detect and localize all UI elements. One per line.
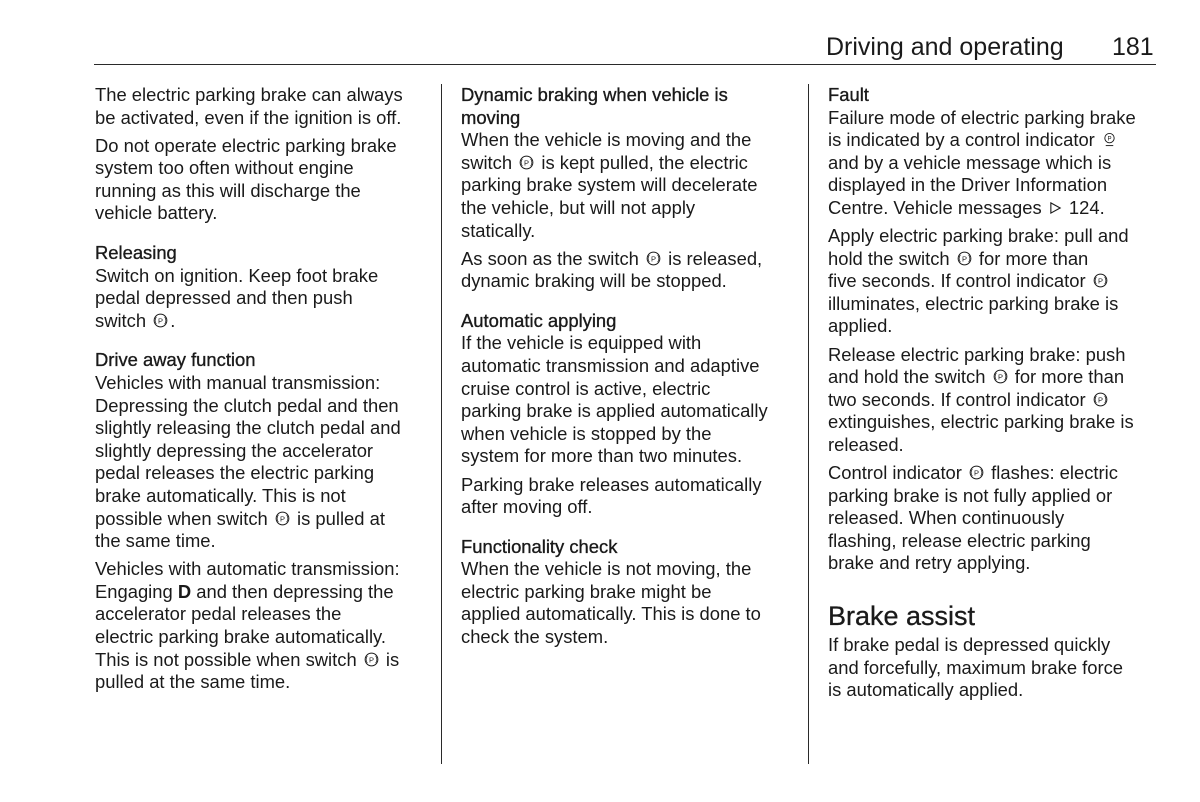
text-line: slightly depressing the accelerator <box>95 439 374 461</box>
text-span: switch <box>95 309 147 331</box>
text-line: and by a vehicle message which is <box>828 151 1112 173</box>
text-line: pedal releases the electric parking <box>95 462 375 484</box>
parking-brake-icon <box>1093 273 1108 288</box>
text-line: system too often without engine <box>95 157 354 179</box>
text-line: The electric parking brake can always <box>95 84 403 105</box>
section-heading-drive-away: Drive away function <box>95 349 256 371</box>
text-line: released. When continuously <box>828 507 1065 529</box>
page-section-title: Driving and operating <box>826 33 1064 61</box>
header-rule <box>94 64 1156 65</box>
text-line: dynamic braking will be stopped. <box>461 270 727 292</box>
parking-brake-icon <box>364 652 379 667</box>
text-line: brake automatically. This is not <box>95 485 346 506</box>
section-heading-dynamic-braking: moving <box>461 106 521 128</box>
text-line: Vehicles with manual transmission: <box>95 372 381 394</box>
column-divider <box>808 84 809 764</box>
text-line: Vehicles with automatic transmission: <box>95 558 400 580</box>
text-span: hold the switch <box>828 247 950 269</box>
text-line: Release electric parking brake: push <box>828 343 1126 365</box>
gear-position-d: D <box>177 580 192 602</box>
svg-text:P: P <box>524 158 530 168</box>
text-line: parking brake is not fully applied or <box>828 484 1113 506</box>
text-line: the same time. <box>95 530 216 552</box>
svg-text:P: P <box>650 253 657 263</box>
parking-brake-icon <box>519 155 534 170</box>
text-span: five seconds. If control indicator <box>828 270 1086 292</box>
text-line <box>461 152 796 175</box>
text-line <box>95 508 430 531</box>
page-number: 181 <box>1112 33 1154 61</box>
text-line: when vehicle is stopped by the <box>461 422 712 444</box>
paragraph <box>95 135 430 225</box>
text-line: accelerator pedal releases the <box>95 603 342 625</box>
text-line: parking brake is applied automatically <box>461 400 768 422</box>
parking-brake-icon <box>957 251 972 266</box>
text-line: displayed in the Driver Information <box>828 174 1108 196</box>
svg-text:P: P <box>368 654 374 664</box>
text-line: pulled at the same time. <box>95 671 291 693</box>
text-line <box>95 310 430 333</box>
text-line <box>828 129 1163 152</box>
text-span: Control indicator <box>828 462 962 483</box>
text-span: and hold the switch <box>828 366 986 388</box>
text-line: When the vehicle is not moving, the <box>461 558 752 580</box>
column-middle <box>461 84 796 649</box>
text-span: is pulled at <box>297 507 385 529</box>
svg-text:P: P <box>1107 135 1112 143</box>
text-line: Parking brake releases automatically <box>461 473 762 495</box>
text-span: Engaging <box>95 580 173 602</box>
parking-brake-icon <box>153 313 168 328</box>
text-span: possible when switch <box>95 507 268 529</box>
text-line: Do not operate electric parking brake <box>95 134 397 156</box>
text-line: and forcefully, maximum brake force <box>828 656 1124 678</box>
text-line: Failure mode of electric parking brake <box>828 106 1136 128</box>
column-left <box>95 84 430 694</box>
text-span: is kept pulled, the electric <box>541 151 748 173</box>
text-span: switch <box>461 151 513 173</box>
text-line: applied automatically. This is done to <box>461 603 761 625</box>
text-line: automatic transmission and adaptive <box>461 355 760 377</box>
triangle-arrow-icon <box>1049 201 1062 215</box>
text-line: released. <box>828 433 904 455</box>
parking-brake-icon <box>275 511 290 526</box>
text-span: and then depressing the <box>196 580 394 602</box>
text-line: slightly releasing the clutch pedal and <box>95 417 401 439</box>
text-span: for more than <box>1014 366 1125 388</box>
text-line: vehicle battery. <box>95 202 218 224</box>
column-right <box>828 84 1163 702</box>
text-line: Apply electric parking brake: pull and <box>828 225 1129 247</box>
svg-text:P: P <box>279 513 285 523</box>
parking-brake-icon <box>1093 392 1108 407</box>
parking-brake-icon <box>993 369 1008 384</box>
parking-brake-icon <box>969 465 984 480</box>
section-heading-fault: Fault <box>828 84 869 105</box>
text-span: is <box>385 648 400 670</box>
text-line: applied. <box>828 315 893 337</box>
svg-text:P: P <box>1097 276 1103 286</box>
text-line: cruise control is active, electric <box>461 377 711 399</box>
svg-text:P: P <box>997 372 1003 382</box>
parking-brake-icon <box>646 251 661 266</box>
text-line: If brake pedal is depressed quickly <box>828 633 1111 655</box>
text-span: two seconds. If control indicator <box>828 388 1086 410</box>
text-span: for more than <box>978 247 1089 269</box>
text-line <box>828 197 1163 220</box>
text-span: As soon as the switch <box>461 247 639 269</box>
text-line: after moving off. <box>461 496 593 518</box>
parking-brake-fault-icon <box>1102 132 1117 147</box>
column-divider <box>441 84 442 764</box>
text-line: running as this will discharge the <box>95 179 361 201</box>
text-line: be activated, even if the ignition is off. <box>95 106 402 128</box>
text-line <box>461 248 796 271</box>
section-heading-functionality-check: Functionality check <box>461 535 618 557</box>
text-span: . <box>170 309 176 331</box>
paragraph <box>95 84 430 129</box>
svg-text:P: P <box>158 316 164 326</box>
text-span: This is not possible when switch <box>95 648 357 670</box>
section-heading-dynamic-braking: Dynamic braking when vehicle is <box>461 84 728 105</box>
text-line <box>828 248 1163 271</box>
text-span: is indicated by a control indicator <box>828 129 1095 151</box>
svg-text:P: P <box>961 253 967 263</box>
section-heading-automatic-applying: Automatic applying <box>461 309 617 331</box>
text-span: flashes: electric <box>991 462 1118 483</box>
text-span: is released, <box>668 247 763 269</box>
svg-text:P: P <box>1097 395 1103 405</box>
text-line <box>828 270 1163 293</box>
text-line: If the vehicle is equipped with <box>461 332 702 354</box>
text-line: electric parking brake automatically. <box>95 626 386 648</box>
text-line: electric parking brake might be <box>461 580 712 602</box>
text-line: Switch on ignition. Keep foot brake <box>95 264 379 286</box>
text-line: is automatically applied. <box>828 679 1024 701</box>
text-line: illuminates, electric parking brake is <box>828 292 1119 314</box>
text-line: the vehicle, but will not apply <box>461 196 696 218</box>
text-line: Depressing the clutch pedal and then <box>95 394 399 416</box>
text-span: Centre. Vehicle messages <box>828 196 1042 218</box>
text-line: flashing, release electric parking <box>828 529 1091 551</box>
text-line: parking brake system will decelerate <box>461 174 758 196</box>
section-heading-releasing: Releasing <box>95 242 177 264</box>
text-line <box>95 649 430 672</box>
text-line: pedal depressed and then push <box>95 287 353 309</box>
text-line: When the vehicle is moving and the <box>461 129 752 151</box>
section-title-brake-assist: Brake assist <box>828 600 976 631</box>
text-line: check the system. <box>461 626 609 648</box>
text-line: statically. <box>461 219 536 241</box>
text-line: extinguishes, electric parking brake is <box>828 411 1134 433</box>
text-line <box>95 581 430 604</box>
text-line <box>828 366 1163 389</box>
svg-text:P: P <box>974 468 980 478</box>
cross-reference-page[interactable]: 124. <box>1068 196 1105 218</box>
text-line <box>828 462 1163 485</box>
text-line <box>828 389 1163 412</box>
text-line: system for more than two minutes. <box>461 445 743 467</box>
text-line: brake and retry applying. <box>828 552 1031 574</box>
